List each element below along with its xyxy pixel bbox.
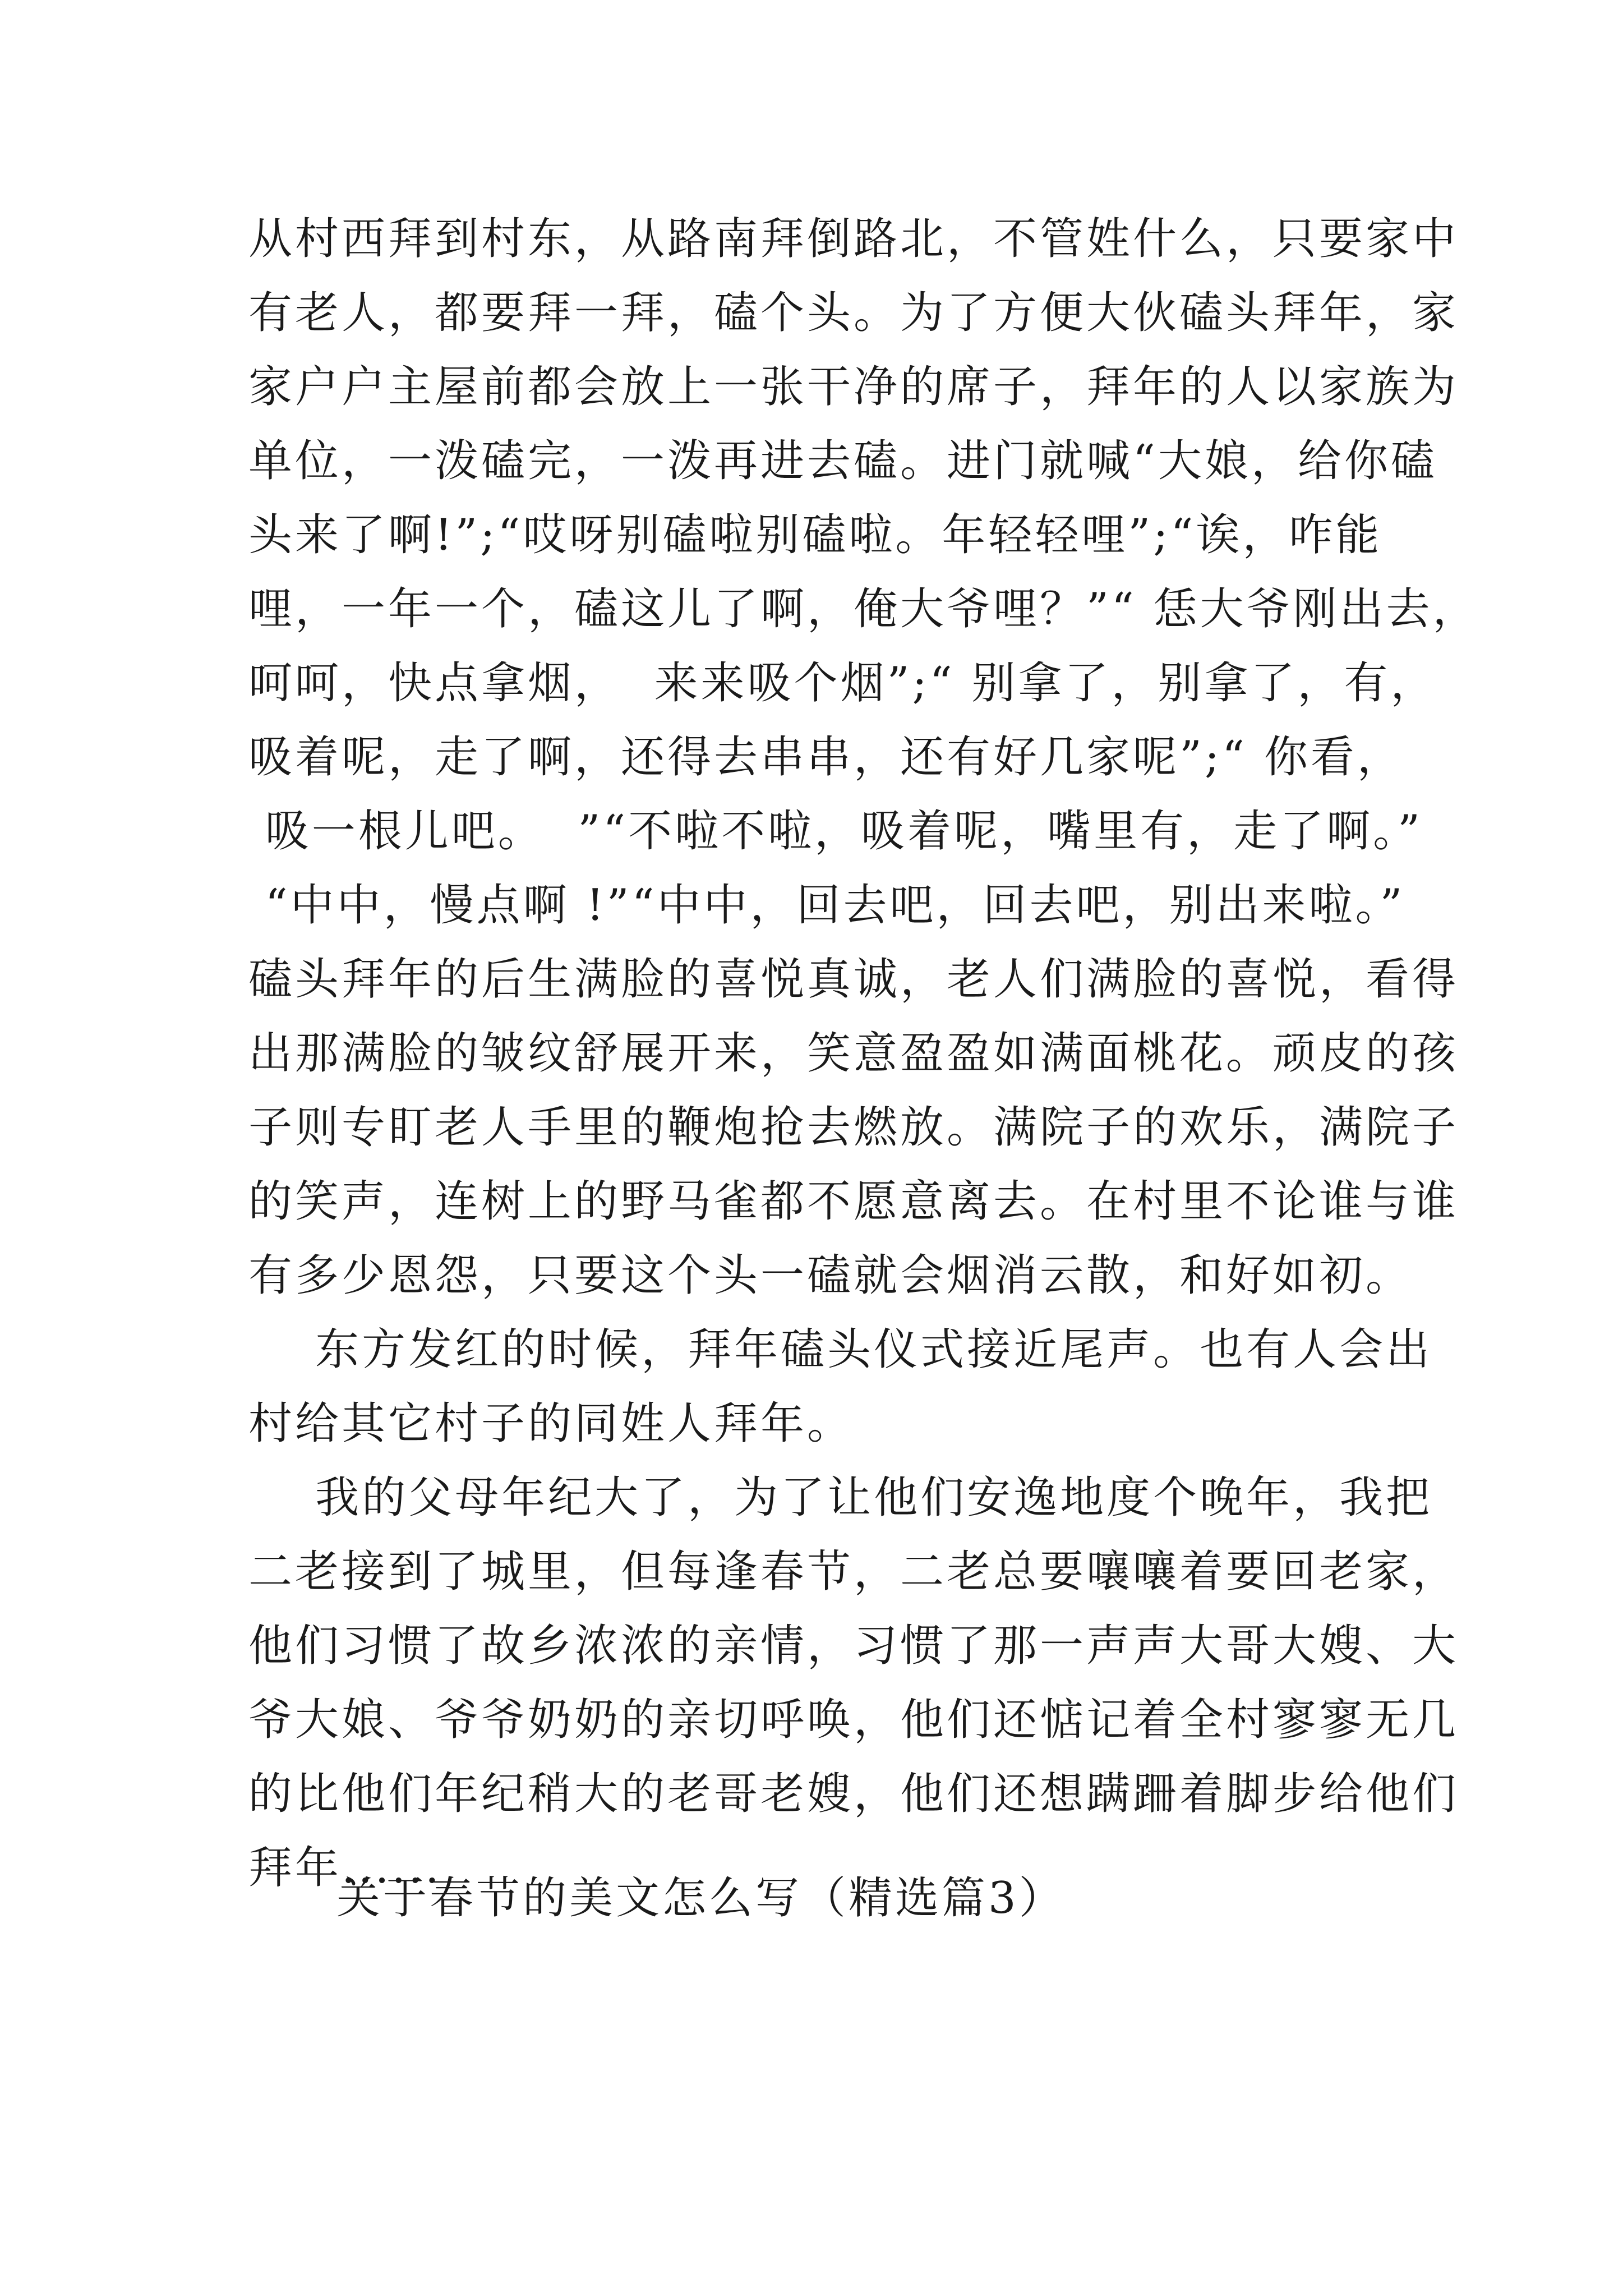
text-line: 有多少恩怨，只要这个头一磕就会烟消云散，和好如初。 <box>248 1250 1413 1301</box>
text-line: 单位，一泼磕完，一泼再进去磕。进门就喊“大娘，给你磕 <box>248 436 1437 486</box>
text-line: 爷大娘、爷爷奶奶的亲切呼唤，他们还惦记着全村寥寥无几 <box>248 1695 1459 1745</box>
body-text <box>248 202 1479 1905</box>
text-line: 有老人，都要拜一拜，磕个头。为了方便大伙磕头拜年，家 <box>248 288 1459 338</box>
text-line: 家户户主屋前都会放上一张干净的席子，拜年的人以家族为 <box>248 362 1459 412</box>
text-line: 子则专盯老人手里的鞭炮抢去燃放。满院子的欢乐，满院子 <box>248 1102 1459 1153</box>
text-line: 从村西拜到村东，从路南拜倒路北，不管姓什么，只要家中 <box>248 214 1459 264</box>
text-line: 拜年...... <box>248 1843 442 1893</box>
text-line: 东方发红的时候，拜年磕头仪式接近尾声。也有人会出 <box>248 1324 1433 1375</box>
text-line: 呵呵，快点拿烟， 来来吸个烟”;“ 别拿了，别拿了，有， <box>248 658 1437 708</box>
text-line: 我的父母年纪大了，为了让他们安逸地度个晚年，我把 <box>248 1473 1433 1523</box>
text-line: 二老接到了城里，但每逢春节，二老总要嚷嚷着要回老家， <box>248 1547 1459 1597</box>
text-line: 吸着呢，走了啊，还得去串串，还有好几家呢”;“ 你看， <box>248 732 1404 783</box>
text-line: 出那满脸的皱纹舒展开来，笑意盈盈如满面桃花。顽皮的孩 <box>248 1028 1459 1079</box>
text-line: 的比他们年纪稍大的老哥老嫂，他们还想蹒跚着脚步给他们 <box>248 1769 1459 1819</box>
text-line: 头来了啊!”;“哎呀别磕啦别磕啦。年轻轻哩”;“诶，咋能 <box>248 510 1382 560</box>
text-line: 哩，一年一个，磕这儿了啊，俺大爷哩？”“ 恁大爷刚出去， <box>248 584 1479 634</box>
text-line: 村给其它村子的同姓人拜年。 <box>248 1398 854 1449</box>
text-line: 的笑声，连树上的野马雀都不愿意离去。在村里不论谁与谁 <box>248 1176 1459 1227</box>
section-heading: 关于春节的美文怎么写（精选篇3） <box>336 1873 1066 1924</box>
text-line: 他们习惯了故乡浓浓的亲情，习惯了那一声声大哥大嫂、大 <box>248 1621 1459 1671</box>
text-line: 吸一根儿吧。 ”“不啦不啦，吸着呢，嘴里有，走了啊。” <box>248 806 1423 857</box>
text-line: “中中，慢点啊 !”“中中，回去吧，回去吧，别出来啦。” <box>248 880 1405 931</box>
text-line: 磕头拜年的后生满脸的喜悦真诚，老人们满脸的喜悦，看得 <box>248 954 1459 1005</box>
